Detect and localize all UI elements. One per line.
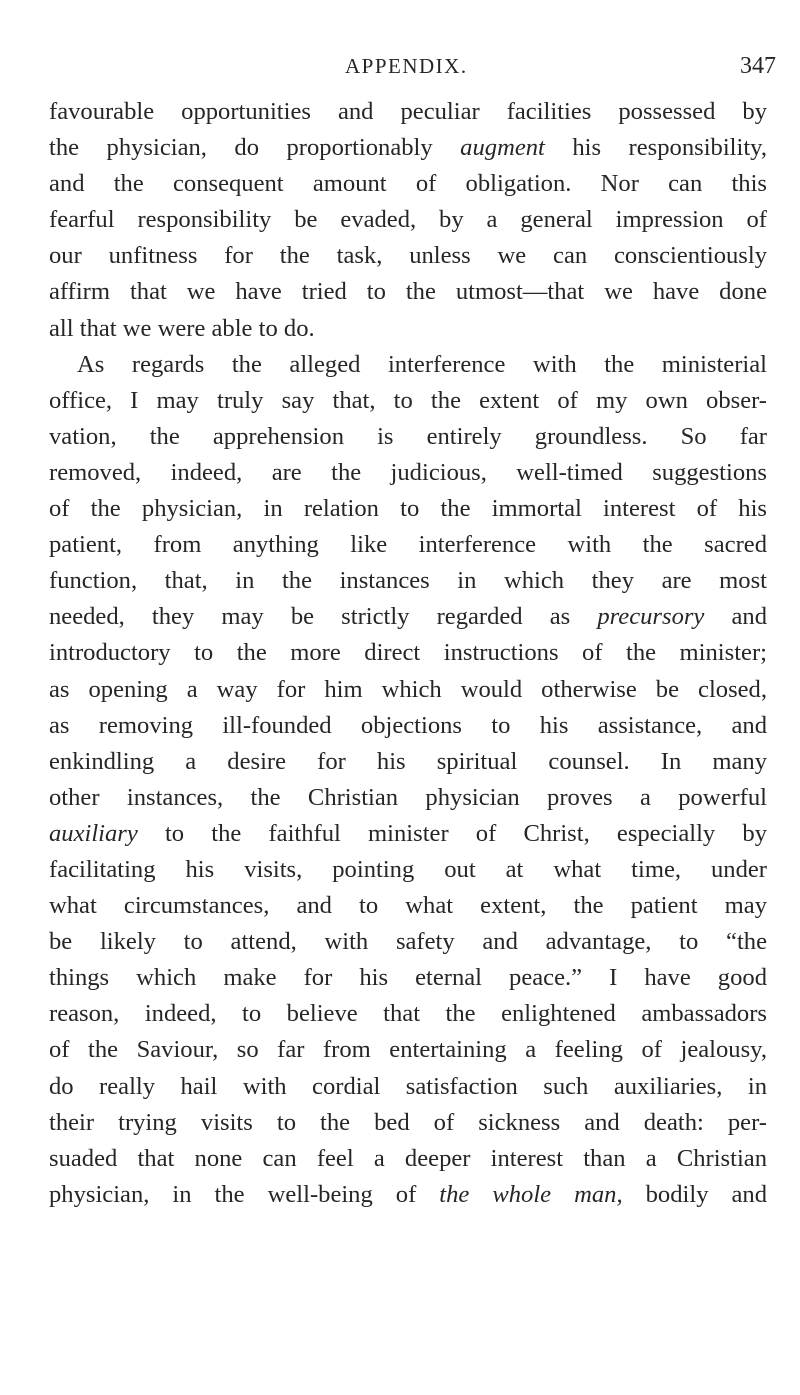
- text-line: [49, 1177, 767, 1213]
- text-line: [49, 94, 767, 130]
- italic-text-segment: augment: [460, 134, 545, 162]
- page-number: 347: [740, 53, 776, 79]
- text-segment: bodily and: [622, 1180, 768, 1208]
- text-segment: favourable opportunities and peculiar facilities possessed by: [49, 98, 767, 125]
- text-line: [49, 852, 767, 888]
- text-segment: what circumstances, and to what extent, the patient may: [49, 892, 767, 920]
- italic-text-segment: precursory: [597, 603, 705, 631]
- text-segment: do really hail with cordial satisfaction such auxiliaries, in: [49, 1072, 767, 1100]
- text-line: [49, 888, 767, 924]
- text-segment: physician, in the well-being of: [49, 1180, 440, 1208]
- text-segment: function, that, in the instances in which they are most: [49, 567, 767, 595]
- text-line: [49, 1069, 767, 1105]
- body-text: [49, 94, 767, 1213]
- text-line: [49, 202, 767, 238]
- text-segment: to the faithful minister of Christ, especially by: [137, 819, 767, 847]
- text-segment: of the Saviour, so far from entertaining a feeling of jealousy,: [49, 1036, 767, 1064]
- text-line: [49, 672, 767, 708]
- text-segment: and the consequent amount of obligation. Nor can this: [49, 170, 767, 198]
- text-segment: all that we were able to do.: [49, 314, 315, 342]
- text-line: [49, 563, 767, 599]
- text-segment: the physician, do proportionably: [49, 134, 461, 162]
- text-line: [49, 780, 767, 816]
- text-line: [49, 1141, 767, 1177]
- italic-text-segment: the whole man,: [439, 1180, 623, 1208]
- text-line: [49, 491, 767, 527]
- running-head-title: APPENDIX.: [345, 54, 468, 78]
- text-line: [49, 708, 767, 744]
- text-line: [49, 238, 767, 274]
- text-line: [49, 744, 767, 780]
- text-segment: removed, indeed, are the judicious, well-timed suggestions: [49, 458, 767, 486]
- text-line: [49, 816, 767, 852]
- running-head: [0, 50, 800, 84]
- text-segment: his responsibility,: [544, 134, 767, 162]
- text-segment: introductory to the more direct instructions of the minister;: [49, 639, 767, 667]
- text-line: [49, 347, 767, 383]
- text-line: [49, 383, 767, 419]
- text-segment: things which make for his eternal peace.” I have good: [49, 964, 767, 992]
- text-line: [49, 996, 767, 1032]
- text-line: [49, 1032, 767, 1068]
- text-line: [49, 419, 767, 455]
- text-segment: fearful responsibility be evaded, by a general impression of: [49, 206, 767, 234]
- text-segment: needed, they may be strictly regarded as: [49, 603, 598, 631]
- text-segment: and: [704, 603, 767, 631]
- text-segment: suaded that none can feel a deeper interest than a Christian: [49, 1144, 767, 1172]
- text-segment: facilitating his visits, pointing out at what time, under: [49, 855, 767, 883]
- text-line: [49, 960, 767, 996]
- text-segment: vation, the apprehension is entirely groundless. So far: [49, 422, 767, 450]
- text-segment: reason, indeed, to believe that the enlightened ambassadors: [49, 1000, 767, 1028]
- text-segment: As regards the alleged interference with the ministerial: [77, 350, 767, 378]
- italic-text-segment: auxiliary: [49, 819, 138, 847]
- text-segment: their trying visits to the bed of sickness and death: per-: [49, 1108, 767, 1136]
- text-segment: as opening a way for him which would otherwise be closed,: [49, 675, 767, 703]
- text-segment: enkindling a desire for his spiritual counsel. In many: [49, 747, 767, 775]
- text-segment: patient, from anything like interference with the sacred: [49, 531, 767, 559]
- text-segment: our unfitness for the task, unless we can conscientiously: [49, 242, 767, 270]
- text-line: [49, 599, 767, 635]
- text-segment: other instances, the Christian physician proves a powerful: [49, 783, 767, 811]
- text-line: [49, 274, 767, 310]
- text-segment: be likely to attend, with safety and advantage, to “the: [49, 928, 767, 956]
- text-line: [49, 311, 767, 347]
- text-line: [49, 166, 767, 202]
- text-line: [49, 1105, 767, 1141]
- text-segment: office, I may truly say that, to the extent of my own obser-: [49, 386, 767, 414]
- text-segment: of the physician, in relation to the immortal interest of his: [49, 495, 767, 523]
- text-line: [49, 130, 767, 166]
- text-line: [49, 455, 767, 491]
- text-line: [49, 924, 767, 960]
- text-segment: affirm that we have tried to the utmost—that we have done: [49, 278, 767, 306]
- text-line: [49, 527, 767, 563]
- text-segment: as removing ill-founded objections to his assistance, and: [49, 711, 767, 739]
- text-line: [49, 635, 767, 671]
